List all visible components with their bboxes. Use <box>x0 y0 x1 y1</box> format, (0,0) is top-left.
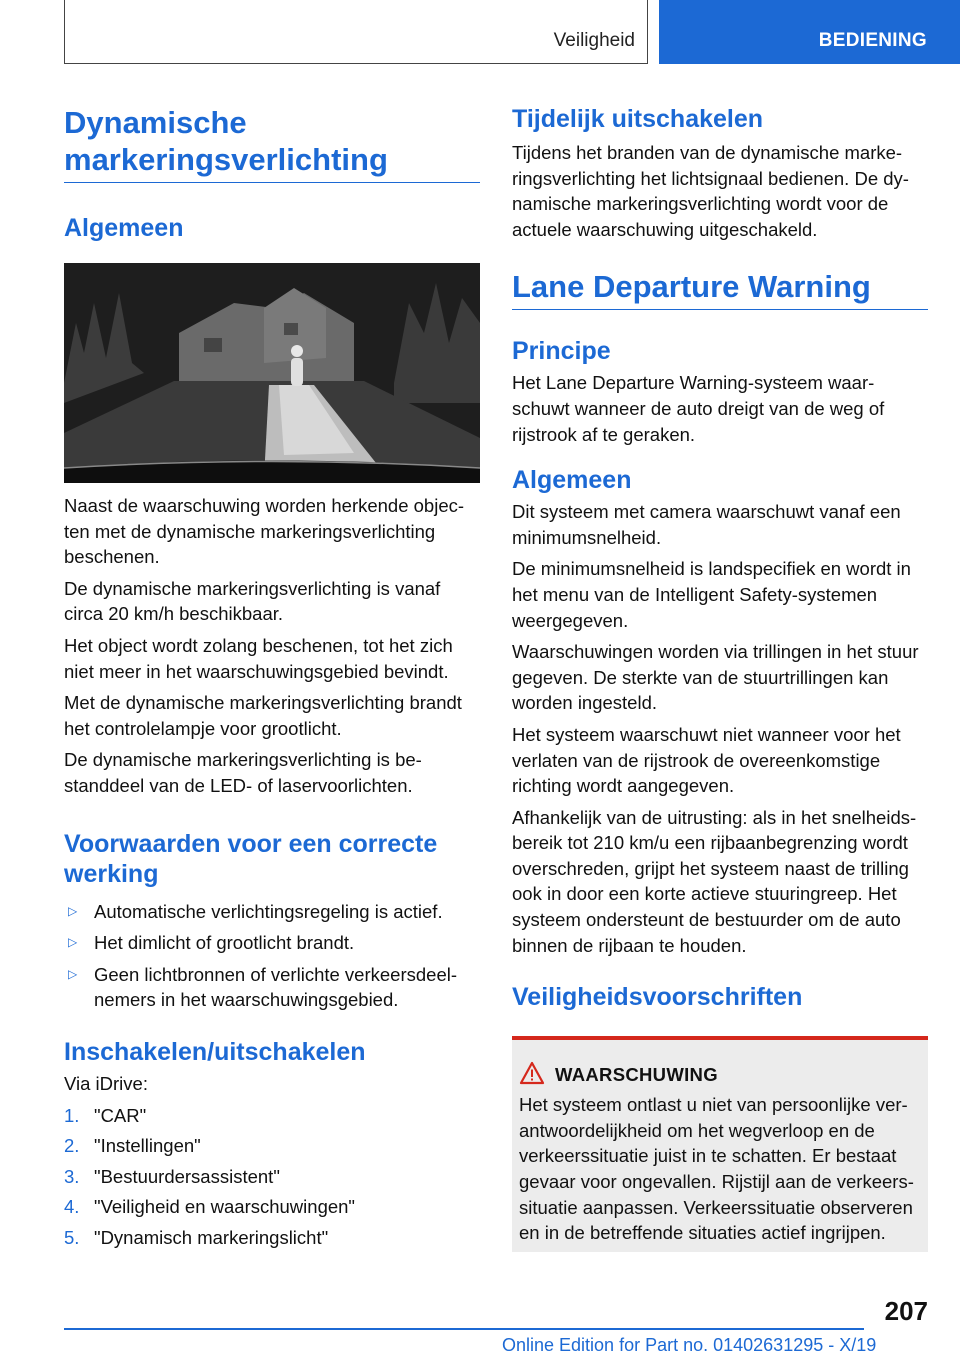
running-header <box>64 0 648 64</box>
general-paragraphs <box>64 493 480 799</box>
list-item: ▷ Automatische verlichtingsregeling is actief. <box>64 899 480 925</box>
triangle-bullet-icon: ▷ <box>68 935 78 950</box>
paragraph: De dynamische markeringsverlichting is be- standdeel van de LED- of laservoorlichten. <box>64 749 422 796</box>
temporary-off-text: Tijdens het branden van de dynamische marke- ringsverlichting het lichtsignaal bedienen. De dy- namische markeringsverlichting wordt voor de actuele waarschuwing uitgeschakeld. <box>512 142 909 240</box>
triangle-bullet-icon: ▷ <box>68 966 78 981</box>
heading-general: Algemeen <box>64 214 184 242</box>
right-column <box>512 104 928 1252</box>
header-section-title: Veiligheid <box>553 30 635 51</box>
paragraph: Waarschuwingen worden via trillingen in het stuur gegeven. De sterkte van de stuurtrillingen kan worden ingesteld. <box>512 641 919 714</box>
night-road-illustration <box>64 263 480 483</box>
heading-general-ldw: Algemeen <box>512 466 632 495</box>
list-item: 1. "CAR" <box>64 1104 147 1126</box>
triangle-bullet-icon: ▷ <box>68 903 78 918</box>
paragraph: Afhankelijk van de uitrusting: als in het snelheids- bereik tot 210 km/u een rijbaanbegrenzing wordt overschreden, grijpt het systeem naast de trilling ook in door een korte actieve stuuringreep. Het systeem ondersteunt de bestuurder om de auto binnen de rijbaan te houden. <box>512 806 917 956</box>
paragraph: De dynamische markeringsverlichting is vanaf circa 20 km/h beschikbaar. <box>64 577 441 625</box>
footer-edition: Online Edition for Part no. 01402631295 - X/19 <box>502 1335 877 1355</box>
switch-intro: Via iDrive: <box>64 1072 148 1094</box>
heading-conditions: Voorwaarden voor een correcte werking <box>64 829 438 888</box>
warning-box <box>512 1036 928 1252</box>
paragraph: Naast de waarschuwing worden herkende objec- ten met de dynamische markeringsverlichting beschenen. <box>64 495 465 568</box>
paragraph: Het object wordt zolang beschenen, tot het zich niet meer in het waarschuwingsgebied bevindt. <box>64 634 453 682</box>
conditions-list <box>64 899 480 1013</box>
chapter-title: BEDIENING <box>818 30 927 51</box>
paragraph: Dit systeem met camera waarschuwt vanaf een minimumsnelheid. <box>512 501 901 548</box>
warning-text: Het systeem ontlast u niet van persoonlijke ver- antwoordelijkheid om het wegverloop en de verkeerssituatie juist in te schatten. Er bestaat gevaar voor ongevallen. Rijstijl aan de verkeers- situatie aanpassen. Verkeerssituatie observeren en in de betreffende situaties actief ingrijpen. <box>519 1094 914 1244</box>
night-road-image <box>64 263 480 483</box>
list-item: 2. "Instellingen" <box>64 1135 201 1157</box>
heading-safety: Veiligheidsvoorschriften <box>512 983 803 1012</box>
list-item: ▷ Het dimlicht of grootlicht brandt. <box>64 930 480 956</box>
ldw-general-paragraphs <box>512 499 928 958</box>
heading-switch: Inschakelen/uitschakelen <box>64 1037 366 1066</box>
list-item: 4. "Veiligheid en waarschuwingen" <box>64 1196 355 1218</box>
footer-divider <box>64 1328 864 1330</box>
chapter-tab <box>659 0 960 64</box>
list-item: ▷ Geen lichtbronnen of verlichte verkeersdeel- nemers in het waarschuwingsgebied. <box>68 963 457 1011</box>
warning-title: WAARSCHUWING <box>555 1064 922 1086</box>
left-column <box>64 104 480 1255</box>
heading-temporary-off: Tijdelijk uitschakelen <box>512 105 764 133</box>
page-number: 207 <box>884 1296 928 1326</box>
steps-list <box>64 1103 480 1251</box>
page-title-lane-departure: Lane Departure Warning <box>512 268 928 310</box>
principle-text: Het Lane Departure Warning-systeem waar- schuwt wanneer de auto dreigt van de weg of rijstrook af te geraken. <box>512 372 885 445</box>
heading-principle: Principe <box>512 337 611 366</box>
list-item: 3. "Bestuurdersassistent" <box>64 1165 280 1187</box>
warning-triangle-icon <box>519 1061 545 1085</box>
paragraph: Met de dynamische markeringsverlichting brandt het controlelampje voor grootlicht. <box>64 692 462 739</box>
list-item: 5. "Dynamisch markeringslicht" <box>64 1226 329 1248</box>
paragraph: Het systeem waarschuwt niet wanneer voor het verlaten van de rijstrook de overeenkomstige richting wordt aangegeven. <box>512 723 901 797</box>
paragraph: De minimumsnelheid is landspecifiek en wordt in het menu van de Intelligent Safety-systemen weergegeven. <box>512 558 911 631</box>
page-title-dynamic-marking: Dynamische markeringsverlichting <box>64 104 480 183</box>
